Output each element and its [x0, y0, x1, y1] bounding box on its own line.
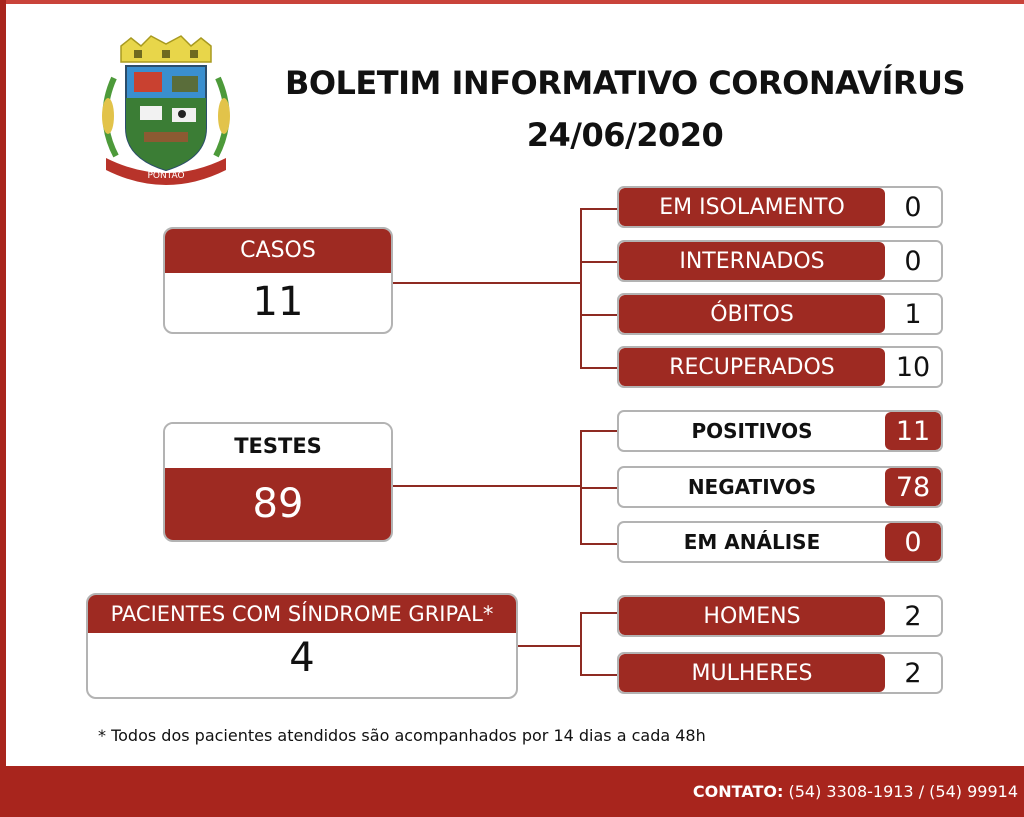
negativos-label: NEGATIVOS [619, 468, 885, 506]
contact-label: CONTATO: [692, 782, 784, 801]
sindrome-value: 4 [289, 635, 315, 681]
casos-label: CASOS [165, 229, 391, 273]
homens-label: HOMENS [619, 597, 885, 635]
negativos-row [617, 466, 943, 508]
positivos-row [617, 410, 943, 452]
sindrome-bracket [580, 612, 582, 676]
casos-bracket [580, 208, 582, 368]
footer-bar [6, 766, 1024, 817]
internados-label: INTERNADOS [619, 242, 885, 280]
testes-label: TESTES [165, 424, 391, 468]
isolamento-row [617, 186, 943, 228]
contact-phones: (54) 3308-1913 / (54) 99914 [788, 782, 1018, 801]
homens-value: 2 [885, 597, 941, 635]
left-border [0, 0, 6, 817]
isolamento-label: EM ISOLAMENTO [619, 188, 885, 226]
em-analise-value: 0 [885, 523, 941, 561]
testes-connector [393, 485, 581, 487]
sindrome-label: PACIENTES COM SÍNDROME GRIPAL* [88, 595, 516, 633]
sindrome-box [86, 593, 518, 699]
casos-value: 11 [252, 279, 304, 325]
sindrome-connector [518, 645, 581, 647]
testes-value: 89 [165, 468, 391, 540]
footnote: * Todos dos pacientes atendidos são acompanhados por 14 dias a cada 48h [98, 726, 706, 745]
recuperados-row [617, 346, 943, 388]
homens-row [617, 595, 943, 637]
mulheres-label: MULHERES [619, 654, 885, 692]
casos-tick [580, 367, 618, 369]
isolamento-value: 0 [885, 188, 941, 226]
obitos-row [617, 293, 943, 335]
municipal-crest-logo [86, 28, 246, 188]
obitos-value: 1 [885, 295, 941, 333]
svg-text:PONTÃO: PONTÃO [147, 171, 185, 181]
casos-connector [393, 282, 581, 284]
positivos-value: 11 [885, 412, 941, 450]
internados-value: 0 [885, 242, 941, 280]
testes-tick [580, 487, 618, 489]
em-analise-row [617, 521, 943, 563]
negativos-value: 78 [885, 468, 941, 506]
testes-tick [580, 543, 618, 545]
positivos-label: POSITIVOS [619, 412, 885, 450]
testes-tick [580, 430, 618, 432]
top-border [0, 0, 1024, 4]
contact-info [693, 782, 1018, 801]
mulheres-row [617, 652, 943, 694]
casos-box [163, 227, 393, 334]
recuperados-value: 10 [885, 348, 941, 386]
casos-tick [580, 208, 618, 210]
sindrome-tick [580, 612, 618, 614]
casos-tick [580, 261, 618, 263]
internados-row [617, 240, 943, 282]
bulletin-title: BOLETIM INFORMATIVO CORONAVÍRUS [284, 64, 966, 102]
testes-box [163, 422, 393, 542]
obitos-label: ÓBITOS [619, 295, 885, 333]
casos-tick [580, 314, 618, 316]
bulletin-date: 24/06/2020 [526, 116, 724, 154]
sindrome-tick [580, 674, 618, 676]
mulheres-value: 2 [885, 654, 941, 692]
recuperados-label: RECUPERADOS [619, 348, 885, 386]
em-analise-label: EM ANÁLISE [619, 523, 885, 561]
